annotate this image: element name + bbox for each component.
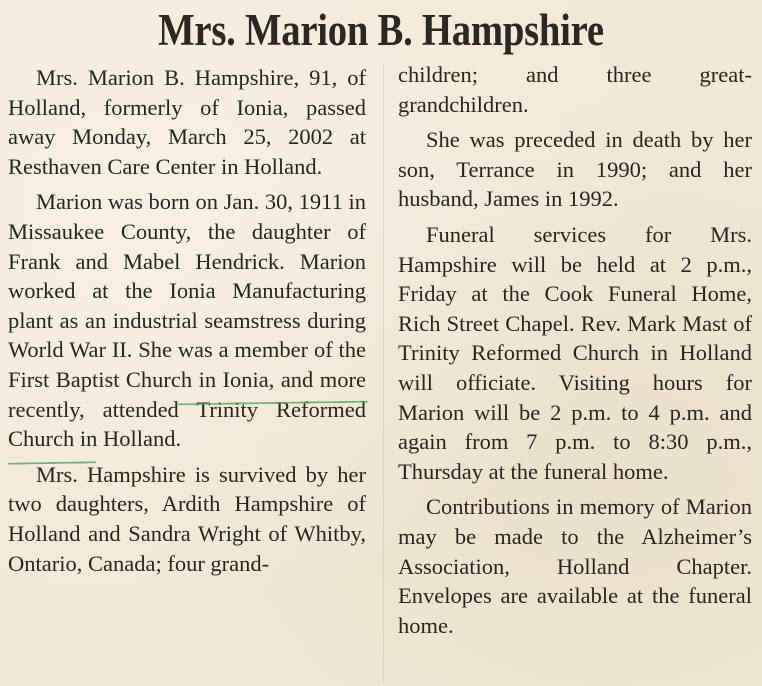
obituary-paragraph-biography: Marion was born on Jan. 30, 1911 in Missaukee County, the daughter of Frank and Mabel Hendrick. Marion worked at the Ionia Manufacturing plant as an industrial seamstress during World War II. She was a member of the First Baptist Church in Ionia, and more recently, attended Trinity Reformed Church in Holland. xyxy=(8,189,366,452)
obituary-paragraph-contributions: Contributions in memory of Marion may be made to the Alzheimer’s Association, Holland Chapter. Envelopes are available at the funeral home. xyxy=(398,494,752,638)
obituary-paragraph-intro: Mrs. Marion B. Hampshire, 91, of Holland, formerly of Ionia, passed away Monday, March 25, 2002 at Resthaven Care Center in Holland. xyxy=(8,65,366,179)
column-divider xyxy=(383,62,384,682)
obituary-paragraph-survivors-continued: children; and three great-grandchildren. xyxy=(398,62,752,117)
obituary-paragraph-preceded: She was preceded in death by her son, Terrance in 1990; and her husband, James in 1992. xyxy=(398,127,752,212)
obituary-paragraph-survivors: Mrs. Hampshire is survived by her two daughters, Ardith Hampshire of Holland and Sandra Wright of Whitby, Ontario, Canada; four grand- xyxy=(8,461,366,576)
right-column xyxy=(398,60,752,646)
obituary-headline: Mrs. Marion B. Hampshire xyxy=(158,5,604,55)
left-column xyxy=(8,63,366,584)
obituary-paragraph-services: Funeral services for Mrs. Hampshire will be held at 2 p.m., Friday at the Cook Funeral Home, Rich Street Chapel. Rev. Mark Mast of Trinity Reformed Church in Holland will officiate. Visiting hours for Marion will be 2 p.m. to 4 p.m. and again from 7 p.m. to 8:30 p.m., Thursday at the funeral home. xyxy=(398,221,752,484)
